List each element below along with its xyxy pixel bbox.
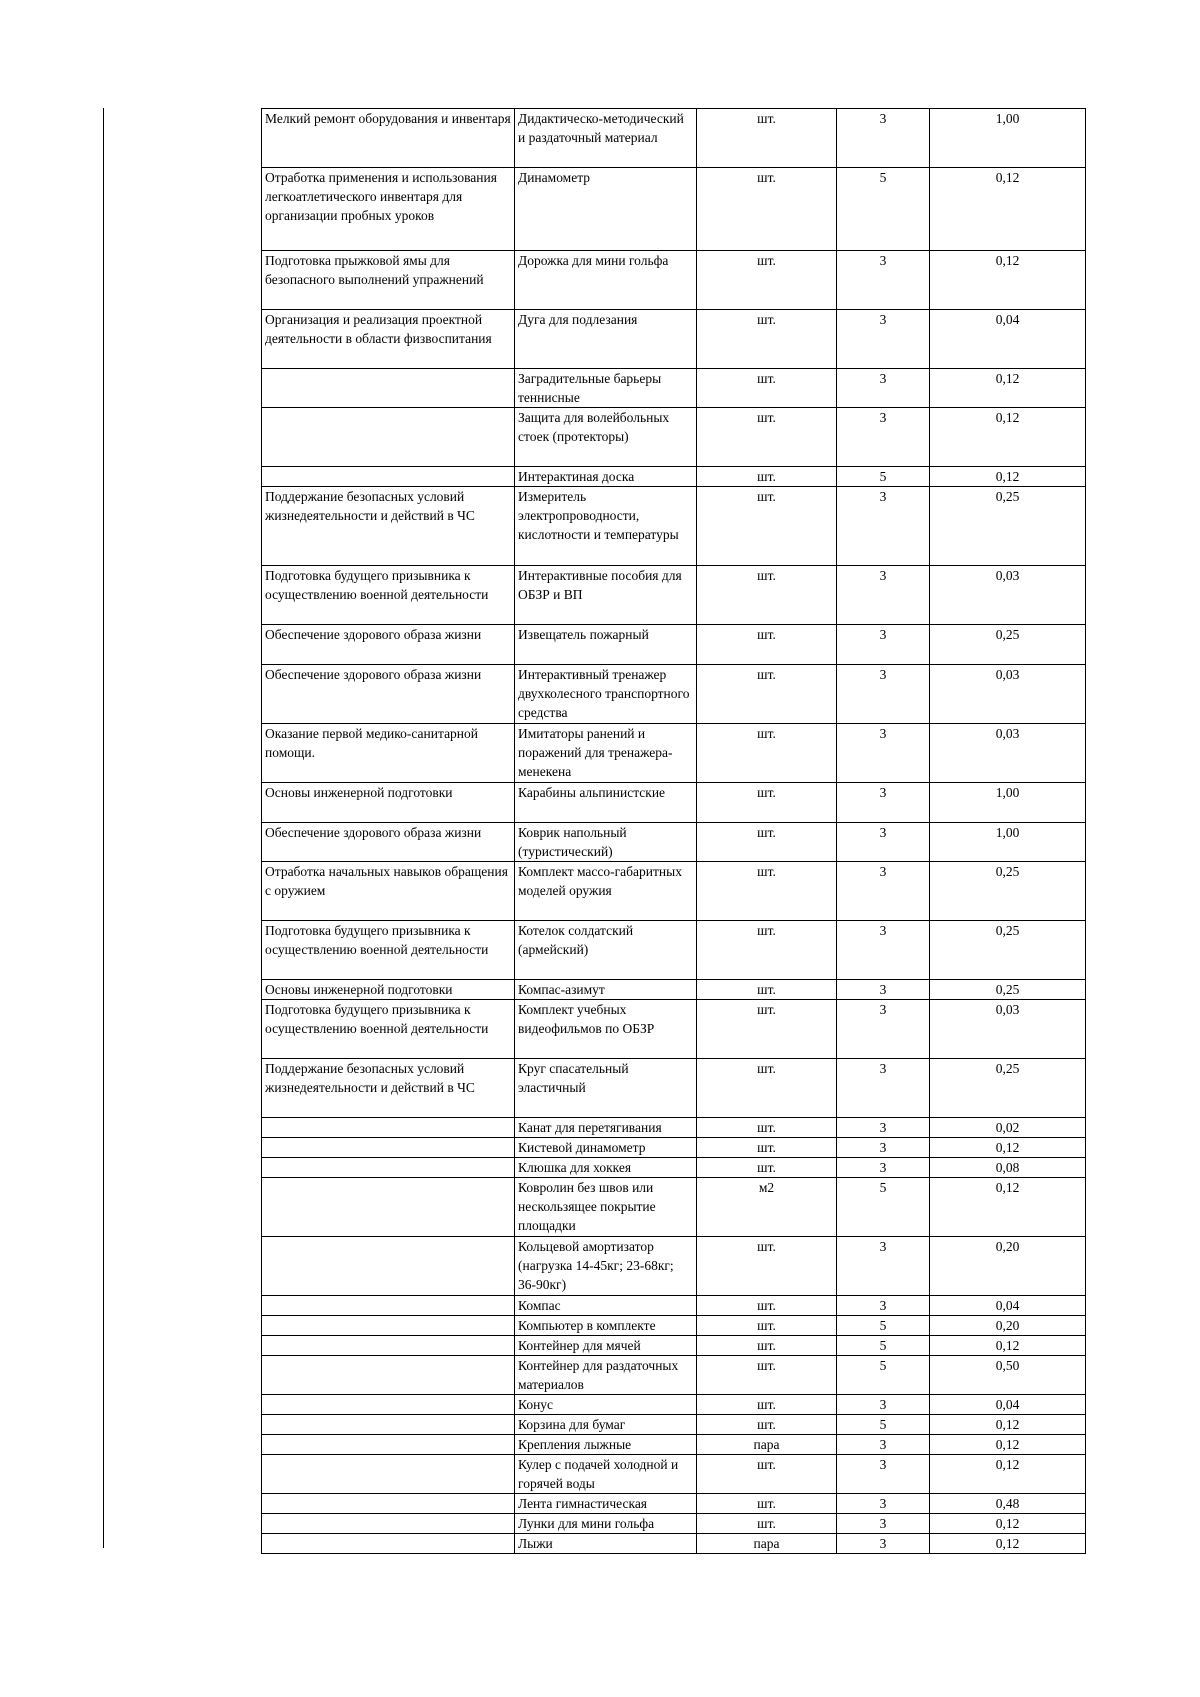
table-row — [262, 1000, 1086, 1059]
quantity-cell: 3 — [837, 724, 930, 783]
coefficient-cell: 0,20 — [930, 1237, 1086, 1296]
coefficient-cell: 0,12 — [930, 1138, 1086, 1158]
unit-cell: шт. — [697, 408, 837, 467]
purpose-cell — [262, 1237, 515, 1296]
purpose-cell: Отработка начальных навыков обращения с оружием — [262, 862, 515, 921]
coefficient-cell: 1,00 — [930, 109, 1086, 168]
item-name-cell: Дорожка для мини гольфа — [515, 251, 697, 310]
quantity-cell: 3 — [837, 1158, 930, 1178]
item-name-cell: Кольцевой амортизатор (нагрузка 14-45кг; 23-68кг; 36-90кг) — [515, 1237, 697, 1296]
table-row — [262, 1395, 1086, 1415]
table-row — [262, 467, 1086, 487]
unit-cell: шт. — [697, 1118, 837, 1138]
item-name-cell: Интерактиная доска — [515, 467, 697, 487]
coefficient-cell: 0,04 — [930, 310, 1086, 369]
item-name-cell: Кистевой динамометр — [515, 1138, 697, 1158]
purpose-cell: Основы инженерной подготовки — [262, 980, 515, 1000]
item-name-cell: Контейнер для раздаточных материалов — [515, 1356, 697, 1395]
purpose-cell — [262, 1395, 515, 1415]
table-row — [262, 1296, 1086, 1316]
item-name-cell: Извещатель пожарный — [515, 625, 697, 665]
unit-cell: шт. — [697, 823, 837, 862]
purpose-cell — [262, 408, 515, 467]
item-name-cell: Измеритель электропроводности, кислотности и температуры — [515, 487, 697, 566]
item-name-cell: Лыжи — [515, 1534, 697, 1554]
table-row — [262, 1514, 1086, 1534]
purpose-cell — [262, 467, 515, 487]
quantity-cell: 3 — [837, 310, 930, 369]
purpose-cell: Поддержание безопасных условий жизнедеятельности и действий в ЧС — [262, 1059, 515, 1118]
table-row — [262, 1118, 1086, 1138]
unit-cell: шт. — [697, 1316, 837, 1336]
unit-cell: шт. — [697, 1138, 837, 1158]
coefficient-cell: 0,02 — [930, 1118, 1086, 1138]
table-row — [262, 487, 1086, 566]
purpose-cell — [262, 1158, 515, 1178]
table-row — [262, 1455, 1086, 1494]
coefficient-cell: 0,20 — [930, 1316, 1086, 1336]
table-row — [262, 251, 1086, 310]
table-row — [262, 1435, 1086, 1455]
coefficient-cell: 0,12 — [930, 1534, 1086, 1554]
item-name-cell: Контейнер для мячей — [515, 1336, 697, 1356]
unit-cell: шт. — [697, 168, 837, 251]
purpose-cell — [262, 1178, 515, 1237]
quantity-cell: 3 — [837, 783, 930, 823]
unit-cell: шт. — [697, 665, 837, 724]
unit-cell: шт. — [697, 1514, 837, 1534]
item-name-cell: Интерактивный тренажер двухколесного транспортного средства — [515, 665, 697, 724]
item-name-cell: Крепления лыжные — [515, 1435, 697, 1455]
purpose-cell — [262, 1534, 515, 1554]
table-row — [262, 1356, 1086, 1395]
coefficient-cell: 0,03 — [930, 724, 1086, 783]
purpose-cell — [262, 1118, 515, 1138]
unit-cell: шт. — [697, 980, 837, 1000]
table-row — [262, 310, 1086, 369]
unit-cell: шт. — [697, 783, 837, 823]
purpose-cell — [262, 1356, 515, 1395]
quantity-cell: 3 — [837, 1435, 930, 1455]
item-name-cell: Компас-азимут — [515, 980, 697, 1000]
quantity-cell: 5 — [837, 467, 930, 487]
unit-cell: шт. — [697, 1237, 837, 1296]
coefficient-cell: 0,12 — [930, 1178, 1086, 1237]
unit-cell: шт. — [697, 1336, 837, 1356]
purpose-cell: Обеспечение здорового образа жизни — [262, 823, 515, 862]
purpose-cell: Подготовка будущего призывника к осуществлению военной деятельности — [262, 566, 515, 625]
quantity-cell: 3 — [837, 1237, 930, 1296]
table-row — [262, 1138, 1086, 1158]
table-row — [262, 665, 1086, 724]
purpose-cell: Подготовка прыжковой ямы для безопасного выполнений упражнений — [262, 251, 515, 310]
coefficient-cell: 0,12 — [930, 408, 1086, 467]
unit-cell: м2 — [697, 1178, 837, 1237]
quantity-cell: 3 — [837, 665, 930, 724]
purpose-cell — [262, 1296, 515, 1316]
quantity-cell: 3 — [837, 1514, 930, 1534]
coefficient-cell: 0,08 — [930, 1158, 1086, 1178]
purpose-cell: Подготовка будущего призывника к осуществлению военной деятельности — [262, 921, 515, 980]
quantity-cell: 3 — [837, 109, 930, 168]
coefficient-cell: 0,12 — [930, 1455, 1086, 1494]
purpose-cell — [262, 1336, 515, 1356]
quantity-cell: 5 — [837, 168, 930, 251]
table-row — [262, 921, 1086, 980]
unit-cell: шт. — [697, 1415, 837, 1435]
item-name-cell: Канат для перетягивания — [515, 1118, 697, 1138]
item-name-cell: Защита для волейбольных стоек (протекторы) — [515, 408, 697, 467]
coefficient-cell: 0,25 — [930, 862, 1086, 921]
unit-cell: шт. — [697, 566, 837, 625]
coefficient-cell: 0,25 — [930, 625, 1086, 665]
table-row — [262, 1178, 1086, 1237]
quantity-cell: 3 — [837, 1395, 930, 1415]
unit-cell: шт. — [697, 369, 837, 408]
purpose-cell: Основы инженерной подготовки — [262, 783, 515, 823]
coefficient-cell: 0,25 — [930, 1059, 1086, 1118]
quantity-cell: 3 — [837, 1296, 930, 1316]
quantity-cell: 5 — [837, 1316, 930, 1336]
item-name-cell: Лунки для мини гольфа — [515, 1514, 697, 1534]
coefficient-cell: 0,12 — [930, 168, 1086, 251]
item-name-cell: Комплект массо-габаритных моделей оружия — [515, 862, 697, 921]
table-row — [262, 1336, 1086, 1356]
unit-cell: пара — [697, 1435, 837, 1455]
item-name-cell: Лента гимнастическая — [515, 1494, 697, 1514]
item-name-cell: Интерактивные пособия для ОБЗР и ВП — [515, 566, 697, 625]
quantity-cell: 3 — [837, 980, 930, 1000]
item-name-cell: Клюшка для хоккея — [515, 1158, 697, 1178]
quantity-cell: 3 — [837, 921, 930, 980]
purpose-cell — [262, 1435, 515, 1455]
item-name-cell: Имитаторы ранений и поражений для тренажера-менекена — [515, 724, 697, 783]
coefficient-cell: 0,12 — [930, 1435, 1086, 1455]
coefficient-cell: 0,03 — [930, 1000, 1086, 1059]
table-row — [262, 1158, 1086, 1178]
item-name-cell: Компьютер в комплекте — [515, 1316, 697, 1336]
left-margin-rule — [103, 108, 104, 1548]
coefficient-cell: 0,12 — [930, 1514, 1086, 1534]
unit-cell: шт. — [697, 1494, 837, 1514]
table-row — [262, 369, 1086, 408]
item-name-cell: Корзина для бумаг — [515, 1415, 697, 1435]
coefficient-cell: 1,00 — [930, 823, 1086, 862]
coefficient-cell: 0,03 — [930, 665, 1086, 724]
item-name-cell: Конус — [515, 1395, 697, 1415]
item-name-cell: Круг спасательный эластичный — [515, 1059, 697, 1118]
quantity-cell: 3 — [837, 625, 930, 665]
quantity-cell: 3 — [837, 1059, 930, 1118]
table-row — [262, 1237, 1086, 1296]
unit-cell: шт. — [697, 1296, 837, 1316]
item-name-cell: Котелок солдатский (армейский) — [515, 921, 697, 980]
table-row — [262, 724, 1086, 783]
coefficient-cell: 0,12 — [930, 467, 1086, 487]
coefficient-cell: 0,25 — [930, 487, 1086, 566]
purpose-cell: Обеспечение здорового образа жизни — [262, 625, 515, 665]
equipment-table — [261, 108, 1086, 1554]
table-row — [262, 783, 1086, 823]
coefficient-cell: 0,25 — [930, 921, 1086, 980]
table-row — [262, 109, 1086, 168]
unit-cell: шт. — [697, 625, 837, 665]
quantity-cell: 5 — [837, 1178, 930, 1237]
item-name-cell: Ковролин без швов или нескользящее покрытие площадки — [515, 1178, 697, 1237]
table-row — [262, 566, 1086, 625]
unit-cell: пара — [697, 1534, 837, 1554]
unit-cell: шт. — [697, 921, 837, 980]
equipment-table-body — [262, 109, 1086, 1554]
unit-cell: шт. — [697, 109, 837, 168]
table-row — [262, 408, 1086, 467]
purpose-cell: Оказание первой медико-санитарной помощи. — [262, 724, 515, 783]
coefficient-cell: 0,12 — [930, 1336, 1086, 1356]
purpose-cell — [262, 1455, 515, 1494]
unit-cell: шт. — [697, 724, 837, 783]
item-name-cell: Кулер с подачей холодной и горячей воды — [515, 1455, 697, 1494]
unit-cell: шт. — [697, 310, 837, 369]
unit-cell: шт. — [697, 862, 837, 921]
purpose-cell: Поддержание безопасных условий жизнедеятельности и действий в ЧС — [262, 487, 515, 566]
quantity-cell: 5 — [837, 1336, 930, 1356]
purpose-cell: Мелкий ремонт оборудования и инвентаря — [262, 109, 515, 168]
table-row — [262, 1316, 1086, 1336]
quantity-cell: 3 — [837, 1000, 930, 1059]
quantity-cell: 3 — [837, 1138, 930, 1158]
table-row — [262, 1415, 1086, 1435]
table-row — [262, 1494, 1086, 1514]
quantity-cell: 3 — [837, 823, 930, 862]
purpose-cell: Отработка применения и использования легкоатлетического инвентаря для организации пробных уроков — [262, 168, 515, 251]
quantity-cell: 3 — [837, 408, 930, 467]
coefficient-cell: 0,12 — [930, 1415, 1086, 1435]
item-name-cell: Компас — [515, 1296, 697, 1316]
coefficient-cell: 0,48 — [930, 1494, 1086, 1514]
quantity-cell: 3 — [837, 566, 930, 625]
coefficient-cell: 0,12 — [930, 369, 1086, 408]
coefficient-cell: 0,03 — [930, 566, 1086, 625]
quantity-cell: 5 — [837, 1356, 930, 1395]
table-row — [262, 1534, 1086, 1554]
unit-cell: шт. — [697, 1356, 837, 1395]
coefficient-cell: 0,04 — [930, 1395, 1086, 1415]
coefficient-cell: 0,50 — [930, 1356, 1086, 1395]
purpose-cell — [262, 1415, 515, 1435]
table-row — [262, 168, 1086, 251]
unit-cell: шт. — [697, 1059, 837, 1118]
quantity-cell: 3 — [837, 251, 930, 310]
item-name-cell: Карабины альпинистские — [515, 783, 697, 823]
coefficient-cell: 1,00 — [930, 783, 1086, 823]
table-row — [262, 823, 1086, 862]
table-row — [262, 1059, 1086, 1118]
coefficient-cell: 0,04 — [930, 1296, 1086, 1316]
unit-cell: шт. — [697, 1000, 837, 1059]
purpose-cell — [262, 1494, 515, 1514]
item-name-cell: Дидактическо-методический и раздаточный материал — [515, 109, 697, 168]
coefficient-cell: 0,12 — [930, 251, 1086, 310]
purpose-cell: Обеспечение здорового образа жизни — [262, 665, 515, 724]
quantity-cell: 3 — [837, 369, 930, 408]
item-name-cell: Заградительные барьеры теннисные — [515, 369, 697, 408]
purpose-cell: Организация и реализация проектной деятельности в области физвоспитания — [262, 310, 515, 369]
unit-cell: шт. — [697, 1395, 837, 1415]
unit-cell: шт. — [697, 467, 837, 487]
coefficient-cell: 0,25 — [930, 980, 1086, 1000]
purpose-cell — [262, 1514, 515, 1534]
table-row — [262, 862, 1086, 921]
purpose-cell — [262, 369, 515, 408]
unit-cell: шт. — [697, 251, 837, 310]
table-row — [262, 625, 1086, 665]
quantity-cell: 3 — [837, 487, 930, 566]
item-name-cell: Коврик напольный (туристический) — [515, 823, 697, 862]
quantity-cell: 3 — [837, 1494, 930, 1514]
table-row — [262, 980, 1086, 1000]
item-name-cell: Динамометр — [515, 168, 697, 251]
unit-cell: шт. — [697, 1158, 837, 1178]
quantity-cell: 3 — [837, 1118, 930, 1138]
item-name-cell: Комплект учебных видеофильмов по ОБЗР — [515, 1000, 697, 1059]
quantity-cell: 5 — [837, 1415, 930, 1435]
unit-cell: шт. — [697, 1455, 837, 1494]
quantity-cell: 3 — [837, 862, 930, 921]
quantity-cell: 3 — [837, 1534, 930, 1554]
unit-cell: шт. — [697, 487, 837, 566]
quantity-cell: 3 — [837, 1455, 930, 1494]
purpose-cell — [262, 1316, 515, 1336]
item-name-cell: Дуга для подлезания — [515, 310, 697, 369]
purpose-cell — [262, 1138, 515, 1158]
purpose-cell: Подготовка будущего призывника к осуществлению военной деятельности — [262, 1000, 515, 1059]
